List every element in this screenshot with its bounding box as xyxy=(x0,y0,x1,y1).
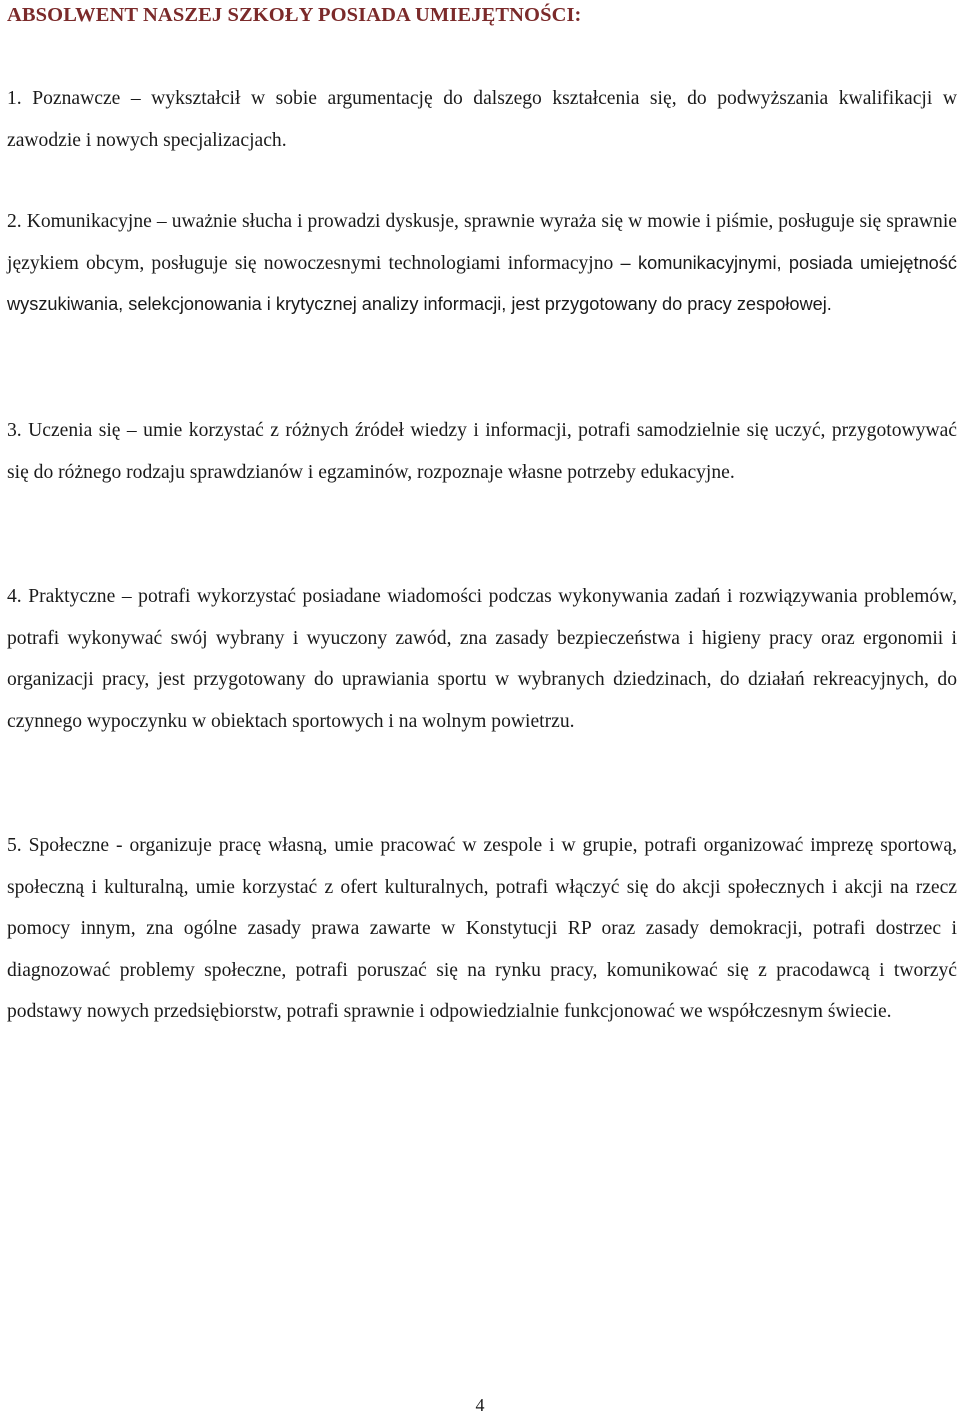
document-title: ABSOLWENT NASZEJ SZKOŁY POSIADA UMIEJĘTNOŚCI: xyxy=(7,4,582,26)
paragraph-communication xyxy=(7,201,957,326)
paragraph-communication-part2: – komunikacyjnymi, posiada umiejętność wyszukiwania, selekcjonowania i krytycznej analizy informacji, jest przygotowany do pracy zespołowej. xyxy=(7,252,957,314)
paragraph-communication-part1: 2. Komunikacyjne – uważnie słucha i prowadzi dyskusje, sprawnie wyraża się w mowie i piśmie, posługuje się sprawnie językiem obcym, posługuje się nowoczesnymi technologiami informacyjno xyxy=(7,211,957,274)
page-number: 4 xyxy=(475,1395,485,1415)
paragraph-social: 5. Społeczne - organizuje pracę własną, umie pracować w zespole i w grupie, potrafi organizować imprezę sportową, społeczną i kulturalną, umie korzystać z ofert kulturalnych, potrafi włączyć się do akcji społecznych i akcji na rzecz pomocy innym, zna ogólne zasady prawa zawarte w Konstytucji RP oraz zasady demokracji, potrafi dostrzec i diagnozować problemy społeczne, potrafi poruszać się na rynku pracy, komunikować się z pracodawcą i tworzyć podstawy nowych przedsiębiorstw, potrafi sprawnie i odpowiedzialnie funkcjonować we współczesnym świecie. xyxy=(7,835,957,1022)
paragraph-practical: 4. Praktyczne – potrafi wykorzystać posiadane wiadomości podczas wykonywania zadań i rozwiązywania problemów, potrafi wykonywać swój wybrany i wyuczony zawód, zna zasady bezpieczeństwa i higieny pracy oraz ergonomii i organizacji pracy, jest przygotowany do uprawiania sportu w wybranych dziedzinach, do działań rekreacyjnych, do czynnego wypoczynku w obiektach sportowych i na wolnym powietrzu. xyxy=(7,586,957,732)
paragraph-cognitive: 1. Poznawcze – wykształcił w sobie argumentację do dalszego kształcenia się, do podwyższania kwalifikacji w zawodzie i nowych specjalizacjach. xyxy=(7,88,957,151)
paragraph-learning: 3. Uczenia się – umie korzystać z różnych źródeł wiedzy i informacji, potrafi samodzielnie się uczyć, przygotowywać się do różnego rodzaju sprawdzianów i egzaminów, rozpoznaje własne potrzeby edukacyjne. xyxy=(7,420,957,483)
